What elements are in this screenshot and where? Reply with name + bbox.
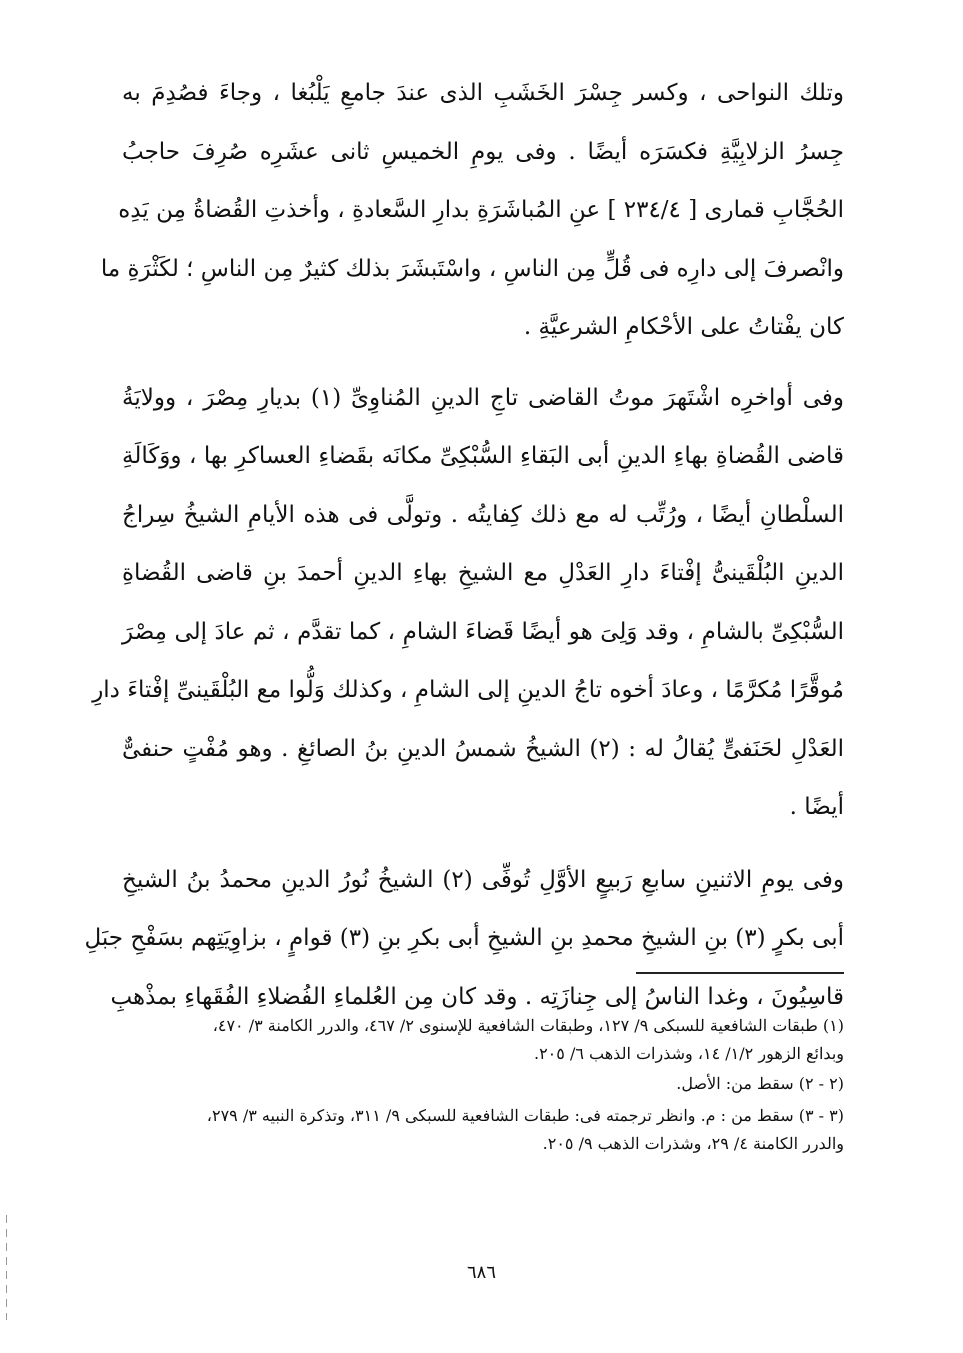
text-line: أبى بكرٍ (٣) بنِ الشيخِ محمدِ بنِ الشيخِ أبى بكرِ بنِ (٣) قوامٍ ، بزاوِيَتِهم بسَفْحِ جبَلِ bbox=[84, 925, 844, 951]
text-line: العَدْلِ لحَنَفىٍّ يُقالُ له : (٢) الشيخُ شمسُ الدينِ بنُ الصائغِ . وهو مُفْتٍ حنفىٌّ bbox=[122, 735, 844, 762]
text-line: كان يفْتاتُ على الأحْكامِ الشرعيَّةِ . bbox=[523, 314, 844, 340]
text-line: السُّبْكِىِّ بالشامِ ، وقد وَلِىَ هو أيضًا قَضاءَ الشامِ ، كما تقدَّم ، ثم عادَ إلى مِصْرَ bbox=[122, 618, 844, 645]
text-line: قاضى القُضاةِ بهاءِ الدينِ أبى البَقاءِ السُّبْكِىِّ مكانَه بقَضاءِ العساكرِ بها ، ووَكَالَةِ bbox=[122, 443, 844, 469]
text-line: وتلك النواحى ، وكسر جِسْرَ الخَشَبِ الذى عندَ جامعِ يَلْبُغا ، وجاءَ فصُدِمَ به bbox=[122, 80, 844, 106]
main-text bbox=[84, 64, 844, 1026]
text-line: مُوقَّرًا مُكرَّمًا ، وعادَ أخوه تاجُ الدينِ إلى الشامِ ، وكذلك وَلُّوا مع البُلْقَينىِّ إفْتاءَ دارِ bbox=[92, 677, 844, 703]
text-line: الدينِ البُلْقَينىُّ إفْتاءَ دارِ العَدْلِ مع الشيخِ بهاءِ الدينِ أحمدَ بنِ قاضى القُضاةِ bbox=[122, 560, 844, 586]
footnote-line: (٣ - ٣) سقط من : م. وانظر ترجمته فى: طبقات الشافعية للسبكى ٩/ ٣١١، وتذكرة النبيه ٣/ ٢٧٩، bbox=[206, 1106, 844, 1125]
text-line: جِسرُ الزلابِيَّةِ فكسَرَه أيضًا . وفى يومِ الخميسِ ثانى عشَرِه صُرِفَ حاجبُ bbox=[122, 138, 844, 165]
footnote-line: (٢ - ٢) سقط من: الأصل. bbox=[676, 1074, 844, 1093]
text-line: وفى يومِ الاثنينِ سابعِ رَبيعٍ الأوَّلِ تُوفِّى (٢) الشيخُ نُورُ الدينِ محمدُ بنُ الشيخِ bbox=[122, 866, 844, 893]
footnote-line: وبدائع الزهور ١/٢/ ١٤، وشذرات الذهب ٦/ ٢٠٥. bbox=[533, 1044, 844, 1063]
text-line: وانْصرفَ إلى دارِه فى قُلٍّ مِن الناسِ ، واسْتَبشَرَ بذلك كثيرٌ مِن الناسِ ؛ لكَثْرَةِ ما bbox=[100, 255, 844, 282]
text-line: السلْطانِ أيضًا ، ورُتِّب له مع ذلك كِفايتُه . وتولَّى فى هذه الأيامِ الشيخُ سِراجُ bbox=[122, 501, 844, 528]
page-number: ٦٨٦ bbox=[466, 1262, 496, 1283]
footnote-line: والدرر الكامنة ٤/ ٢٩، وشذرات الذهب ٩/ ٢٠٥. bbox=[542, 1134, 844, 1153]
text-line: قاسِيُونَ ، وغدا الناسُ إلى جِنازَتِه . وقد كان مِن العُلماءِ الفُضلاءِ الفُقَهاءِ بمذْهبِ bbox=[110, 983, 844, 1010]
text-line: أيضًا . bbox=[789, 794, 844, 820]
text-line: الحُجَّابِ قمارى [ ٢٣٤/٤ ] عنِ المُباشَرَةِ بدارِ السَّعادةِ ، وأخذتِ القُضاةُ مِن يَدِه bbox=[118, 197, 844, 223]
footnote-separator bbox=[636, 972, 844, 974]
scan-edge-mark bbox=[6, 1215, 7, 1320]
text-line: وفى أواخرِه اشْتَهرَ موتُ القاضى تاجِ الدينِ المُناوِىِّ (١) بديارِ مِصْرَ ، وولايَةُ bbox=[122, 384, 844, 411]
footnote-line: (١) طبقات الشافعية للسبكى ٩/ ١٢٧، وطبقات الشافعية للإسنوى ٢/ ٤٦٧، والدرر الكامنة ٣/ ٤٧٠، bbox=[212, 1016, 844, 1035]
